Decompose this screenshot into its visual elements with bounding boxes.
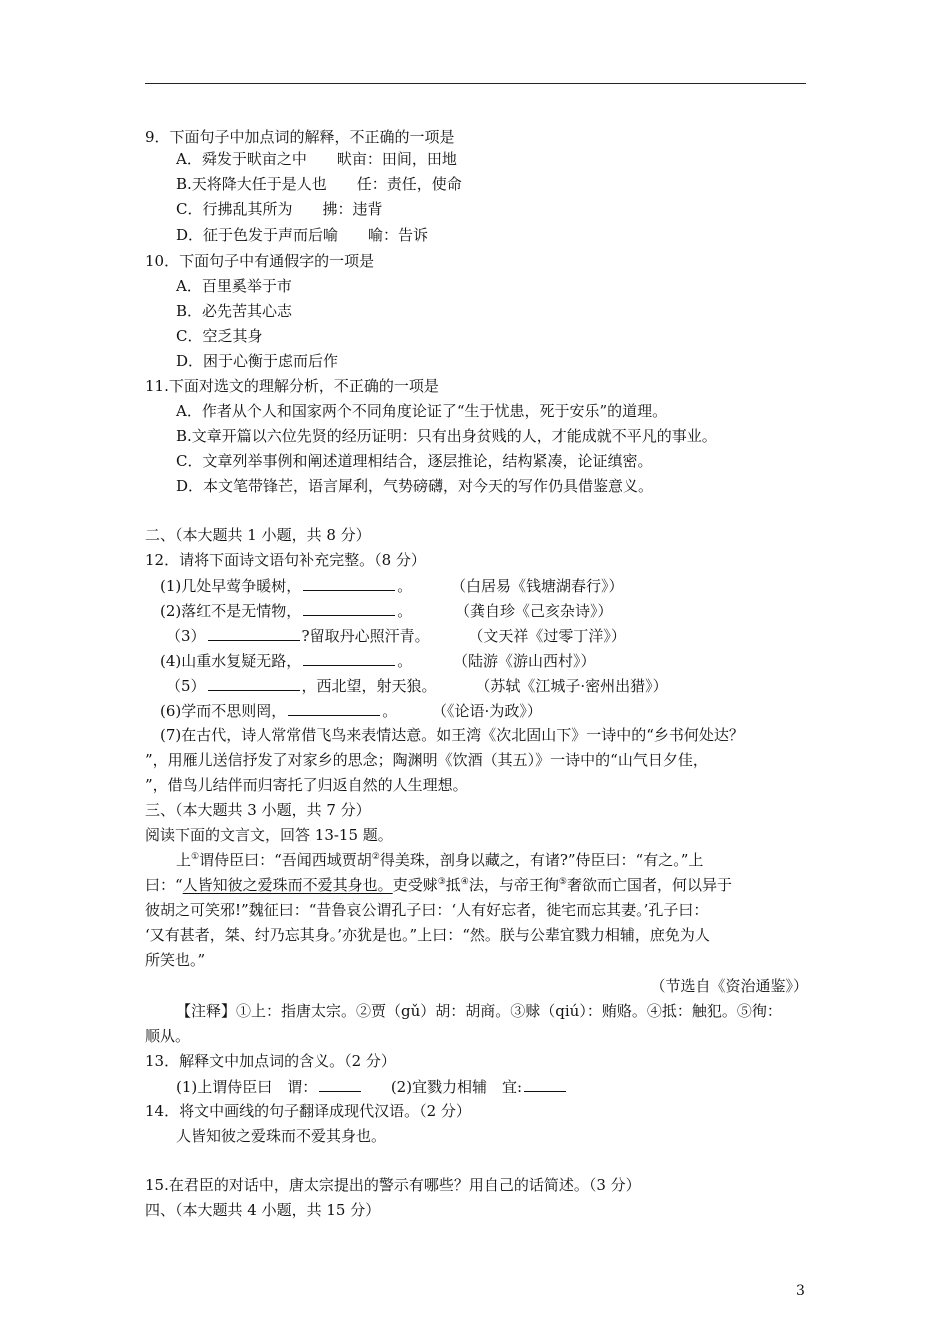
answer-blank[interactable] xyxy=(524,1076,566,1092)
q12-stem: 12．请将下面诗文语句补充完整。（8 分） xyxy=(145,551,426,569)
annotation-line-2: 顺从。 xyxy=(145,1027,191,1045)
passage-text: 抵 xyxy=(445,876,461,894)
q12-line-3-num: （3） xyxy=(166,627,206,645)
q12-line-2-source: （龚自珍《己亥杂诗》） xyxy=(455,602,613,620)
q12-line-5 xyxy=(166,675,668,696)
passage-source: （节选自《资治通鉴》） xyxy=(650,977,808,995)
q12-line-7a: (7)在古代，诗人常常借飞鸟来表情达意。如王湾《次北固山下》一诗中的“乡书何处达？ xyxy=(160,726,744,744)
q14-sentence: 人皆知彼之爱珠而不爱其身也。 xyxy=(176,1127,387,1145)
answer-blank[interactable] xyxy=(303,650,395,666)
q12-line-2 xyxy=(160,600,613,621)
answer-blank[interactable] xyxy=(208,625,300,641)
q13-item-2: (2)宜戮力相辅 宜: xyxy=(390,1078,523,1096)
annotation-line-1: 【注释】①上：指唐太宗。②贾（gǔ）胡：胡商。③赇（qiú）：贿赂。④抵：触犯。⑤徇： xyxy=(176,1002,782,1020)
q12-line-2-text: (2)落红不是无情物， xyxy=(160,602,302,620)
q11-option-c: C．文章列举事例和阐述道理相结合，逐层推论，结构紧凑，论证缜密。 xyxy=(176,452,653,470)
passage-text: 奢欲而亡国者，何以异于 xyxy=(566,876,732,894)
passage-line-5: 所笑也。” xyxy=(145,951,206,969)
footnote-mark: ① xyxy=(191,852,200,862)
q12-line-3-source: （文天祥《过零丁洋》） xyxy=(468,627,626,645)
footnote-mark: ⑤ xyxy=(558,877,567,887)
passage-text: 得美珠，剖身以藏之，有诸?”侍臣曰：“有之。”上 xyxy=(379,851,704,869)
q12-line-5-num: （5） xyxy=(166,677,206,695)
footnote-mark: ④ xyxy=(460,877,469,887)
page-number: 3 xyxy=(796,1283,805,1299)
passage-line-1 xyxy=(176,850,703,870)
passage-line-2 xyxy=(145,875,732,895)
q12-line-4-end: 。 xyxy=(397,652,413,670)
q15-stem: 15.在君臣的对话中，唐太宗提出的警示有哪些？用自己的话简述。（3 分） xyxy=(145,1176,641,1194)
q14-stem: 14．将文中画线的句子翻译成现代汉语。（2 分） xyxy=(145,1102,471,1120)
q9-option-c: C．行拂乱其所为 拂：违背 xyxy=(176,200,383,218)
q12-line-6 xyxy=(160,700,542,721)
q12-line-4-source: （陆游《游山西村》） xyxy=(453,652,596,670)
q13-item-1: (1)上谓侍臣曰 谓： xyxy=(176,1078,318,1096)
answer-blank[interactable] xyxy=(208,675,300,691)
passage-text: 上 xyxy=(176,851,192,869)
q12-line-1-text: (1)几处早莺争暖树， xyxy=(160,577,302,595)
passage-text: 吏受赇 xyxy=(392,876,438,894)
passage-line-3: 彼胡之可笑邪!”魏征曰：“昔鲁哀公谓孔子曰：‘人有好忘者，徙宅而忘其妻。’孔子曰： xyxy=(145,901,709,919)
answer-blank[interactable] xyxy=(303,575,395,591)
q12-line-6-source: （《论语·为政》） xyxy=(432,702,542,720)
q12-line-1-end: 。 xyxy=(397,577,413,595)
underlined-sentence: 人皆知彼之爱珠而不爱其身也。 xyxy=(182,876,393,894)
q12-line-3 xyxy=(166,625,626,646)
header-rule xyxy=(145,83,806,84)
q9-option-a: A．舜发于畎亩之中 畎亩：田间，田地 xyxy=(176,150,457,168)
passage-text: 法，与帝王徇 xyxy=(468,876,559,894)
passage-text: 曰：“ xyxy=(145,876,183,894)
q11-option-d: D．本文笔带锋芒，语言犀利，气势磅礴，对今天的写作仍具借鉴意义。 xyxy=(176,477,654,495)
q10-option-b: B．必先苦其心志 xyxy=(176,302,293,320)
q12-line-5-source: （苏轼《江城子·密州出猎》） xyxy=(475,677,668,695)
q10-option-d: D．困于心衡于虑而后作 xyxy=(176,352,339,370)
reading-intro: 阅读下面的文言文，回答 13-15 题。 xyxy=(145,826,393,844)
q9-stem: 9．下面句子中加点词的解释，不正确的一项是 xyxy=(145,128,455,146)
q12-line-2-end: 。 xyxy=(397,602,413,620)
answer-blank[interactable] xyxy=(288,700,380,716)
q12-line-1 xyxy=(160,575,624,596)
q13-items xyxy=(176,1076,568,1097)
q13-stem: 13．解释文中加点词的含义。（2 分） xyxy=(145,1052,396,1070)
q10-stem: 10．下面句子中有通假字的一项是 xyxy=(145,252,375,270)
q12-line-4-text: (4)山重水复疑无路， xyxy=(160,652,302,670)
answer-blank[interactable] xyxy=(303,600,395,616)
answer-blank[interactable] xyxy=(319,1076,361,1092)
section2-header: 二、（本大题共 1 小题，共 8 分） xyxy=(145,526,371,544)
q11-option-b: B.文章开篇以六位先贤的经历证明：只有出身贫贱的人，才能成就不平凡的事业。 xyxy=(176,427,717,445)
q12-line-6-text: (6)学而不思则罔， xyxy=(160,702,287,720)
q12-line-6-end: 。 xyxy=(382,702,398,720)
q9-option-b: B.天将降大任于是人也 任：责任，使命 xyxy=(176,175,462,193)
section4-header: 四、（本大题共 4 小题，共 15 分） xyxy=(145,1201,381,1219)
q11-option-a: A．作者从个人和国家两个不同角度论证了“生于忧患，死于安乐”的道理。 xyxy=(176,402,668,420)
footnote-mark: ③ xyxy=(437,877,446,887)
passage-line-4: ‘又有甚者，桀、纣乃忘其身。’亦犹是也。”上曰：“然。朕与公辈宜戮力相辅，庶免为人 xyxy=(145,926,710,944)
q10-option-c: C．空乏其身 xyxy=(176,327,263,345)
q9-option-d: D．征于色发于声而后喻 喻：告诉 xyxy=(176,226,429,244)
q10-option-a: A．百里奚举于市 xyxy=(176,277,292,295)
q12-line-7b: ”，用雁儿送信抒发了对家乡的思念；陶渊明《饮酒（其五）》一诗中的“山气日夕佳， xyxy=(145,751,708,769)
footnote-mark: ② xyxy=(371,852,380,862)
q12-line-1-source: （白居易《钱塘湖春行》） xyxy=(451,577,624,595)
q11-stem: 11.下面对选文的理解分析，不正确的一项是 xyxy=(145,377,439,395)
q12-line-4 xyxy=(160,650,596,671)
section3-header: 三、（本大题共 3 小题，共 7 分） xyxy=(145,801,371,819)
q12-line-7c: ”，借鸟儿结伴而归寄托了归返自然的人生理想。 xyxy=(145,776,468,794)
q12-line-5-text: ，西北望，射天狼。 xyxy=(301,677,437,695)
passage-text: 谓侍臣曰：“吾闻西域贾胡 xyxy=(199,851,372,869)
q12-line-3-text: ?留取丹心照汗青。 xyxy=(301,627,430,645)
